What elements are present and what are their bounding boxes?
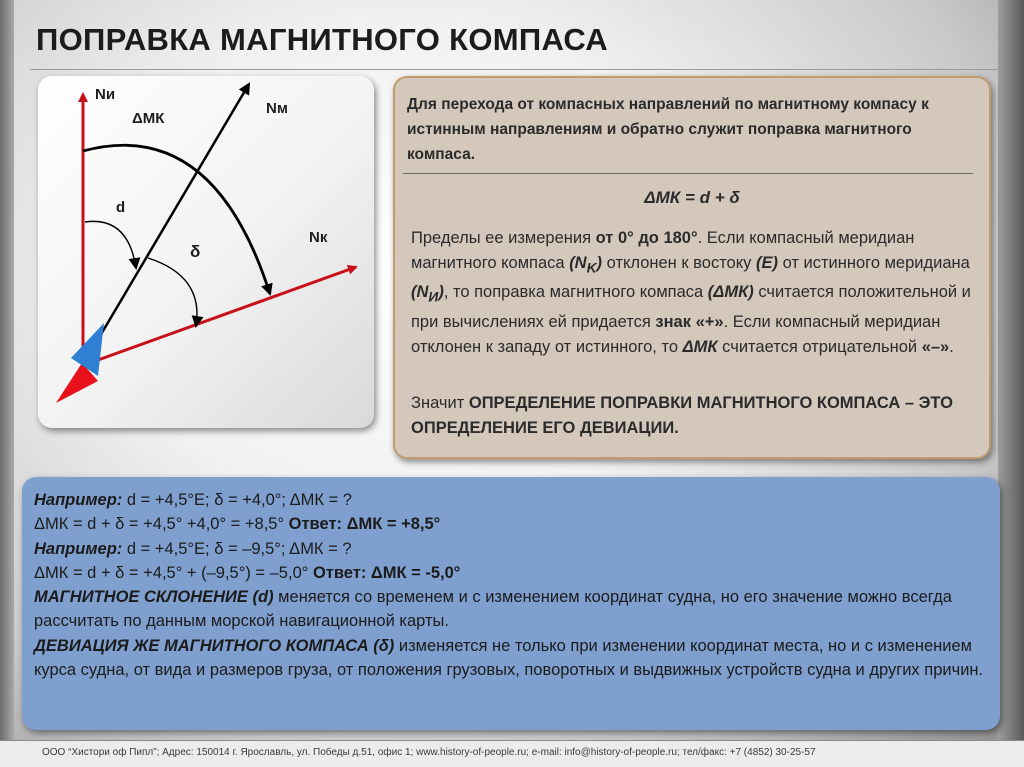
para-minus-sign: «–»: [921, 337, 950, 356]
para-east: (E): [755, 253, 778, 272]
deviation-paragraph: [34, 634, 992, 683]
summary-lead: Значит: [411, 394, 469, 412]
limits-paragraph: [411, 226, 971, 359]
label-d: d: [116, 199, 126, 216]
example-1-given: [34, 488, 992, 512]
nk-subscript: K: [586, 259, 597, 275]
example-2-given: [34, 537, 992, 561]
delta-arc: [148, 258, 197, 326]
example-calc: ΔМК = d + δ = +4,5° +4,0° = +8,5°: [34, 515, 289, 534]
ni-subscript: И: [428, 289, 439, 305]
para-text: .: [949, 337, 954, 356]
declination-text: меняется со временем и с изменением координат судна, но его значение можно всегда рассчитать по данным морской навигационной карты.: [34, 588, 952, 631]
para-text: . Если компасный меридиан магнитного компаса: [411, 229, 915, 272]
example-1-calc: [34, 512, 992, 536]
para-text: Пределы ее измерения: [411, 229, 596, 247]
label-delta: δ: [190, 242, 201, 261]
nk-symbol: [569, 253, 603, 275]
label-compass-north: Nк: [309, 229, 328, 246]
diagram-panel: [38, 76, 374, 428]
example-label: Например:: [34, 491, 123, 509]
info-divider: [403, 173, 973, 174]
example-2-calc: [34, 561, 992, 585]
ship-blue-triangle: [71, 323, 104, 376]
para-text: от истинного меридиана: [777, 253, 970, 272]
nk-base: (N: [569, 253, 587, 272]
example-label: Например:: [34, 539, 123, 558]
frame-left: [0, 0, 14, 767]
label-delta-mk: ΔМК: [132, 110, 165, 127]
example-calc: ΔМК = d + δ = +4,5° + (–9,5°) = –5,0°: [34, 563, 313, 582]
example-given: d = +4,5°E; δ = +4,0°; ΔМК = ?: [122, 491, 352, 509]
compass-meridian-line: [98, 267, 356, 360]
example-given: d = +4,5°E; δ = –9,5°; ΔМК = ?: [122, 539, 352, 558]
para-delta-mk: ΔМК: [682, 337, 718, 356]
para-delta-mk: (ΔМК): [707, 283, 754, 302]
label-magnetic-north: Nм: [266, 100, 288, 117]
examples-panel: [22, 477, 1000, 730]
ni-base: (N: [411, 283, 429, 302]
frame-right: [998, 0, 1024, 767]
nk-close: ): [596, 253, 603, 272]
deviation-heading: ДЕВИАЦИЯ ЖЕ МАГНИТНОГО КОМПАСА (δ): [34, 636, 395, 655]
para-range: от 0° до 180°: [595, 229, 698, 247]
para-text: считается положительной и при вычислениях ей придается: [411, 283, 971, 332]
ni-close: ): [438, 283, 444, 302]
para-text: . Если компасный меридиан отклонен к западу от истинного, то: [411, 313, 941, 356]
label-true-north: Nи: [95, 86, 116, 103]
info-panel: [393, 76, 991, 459]
example-answer: Ответ: ΔМК = -5,0°: [312, 563, 461, 582]
compass-correction-diagram: [38, 76, 374, 428]
footer-contacts: ООО “Хистори оф Пипл”; Адрес: 150014 г. Ярославль, ул. Победы д.51, офис 1; www.history-of-people.ru; e-mail: info@history-of-people.ru; тел/факс: +7 (4852) 30-25-57: [42, 747, 816, 758]
intro-text: Для перехода от компасных направлений по магнитному компасу к истинным направлениям и обратно служит поправка магнитного компаса.: [407, 96, 929, 163]
examples-text: [34, 488, 992, 682]
example-answer: Ответ: ΔМК = +8,5°: [288, 515, 441, 534]
title-divider: [30, 69, 998, 70]
d-arc: [85, 221, 136, 268]
declination-paragraph: [34, 585, 992, 634]
para-text: считается отрицательной: [717, 337, 922, 356]
formula: ΔМК = d + δ: [644, 188, 740, 207]
declination-heading: МАГНИТНОЕ СКЛОНЕНИЕ (d): [34, 588, 274, 607]
para-text: отклонен к востоку: [602, 253, 756, 272]
page-title: ПОПРАВКА МАГНИТНОГО КОМПАСА: [36, 22, 608, 57]
para-text: , то поправка магнитного компаса: [443, 283, 708, 302]
summary-emphasis: ОПРЕДЕЛЕНИЕ ПОПРАВКИ МАГНИТНОГО КОМПАСА – ЭТО ОПРЕДЕЛЕНИЕ ЕГО ДЕВИАЦИИ.: [411, 394, 953, 437]
para-plus-sign: знак «+»: [655, 313, 724, 332]
deviation-text: изменяется не только при изменении координат места, но и с изменением курса судна, от вида и размеров груза, от положения грузовых, поворотных и выдвижных устройств судна и других причин.: [34, 636, 984, 680]
summary-paragraph: [411, 391, 971, 440]
ni-symbol: [411, 283, 444, 305]
